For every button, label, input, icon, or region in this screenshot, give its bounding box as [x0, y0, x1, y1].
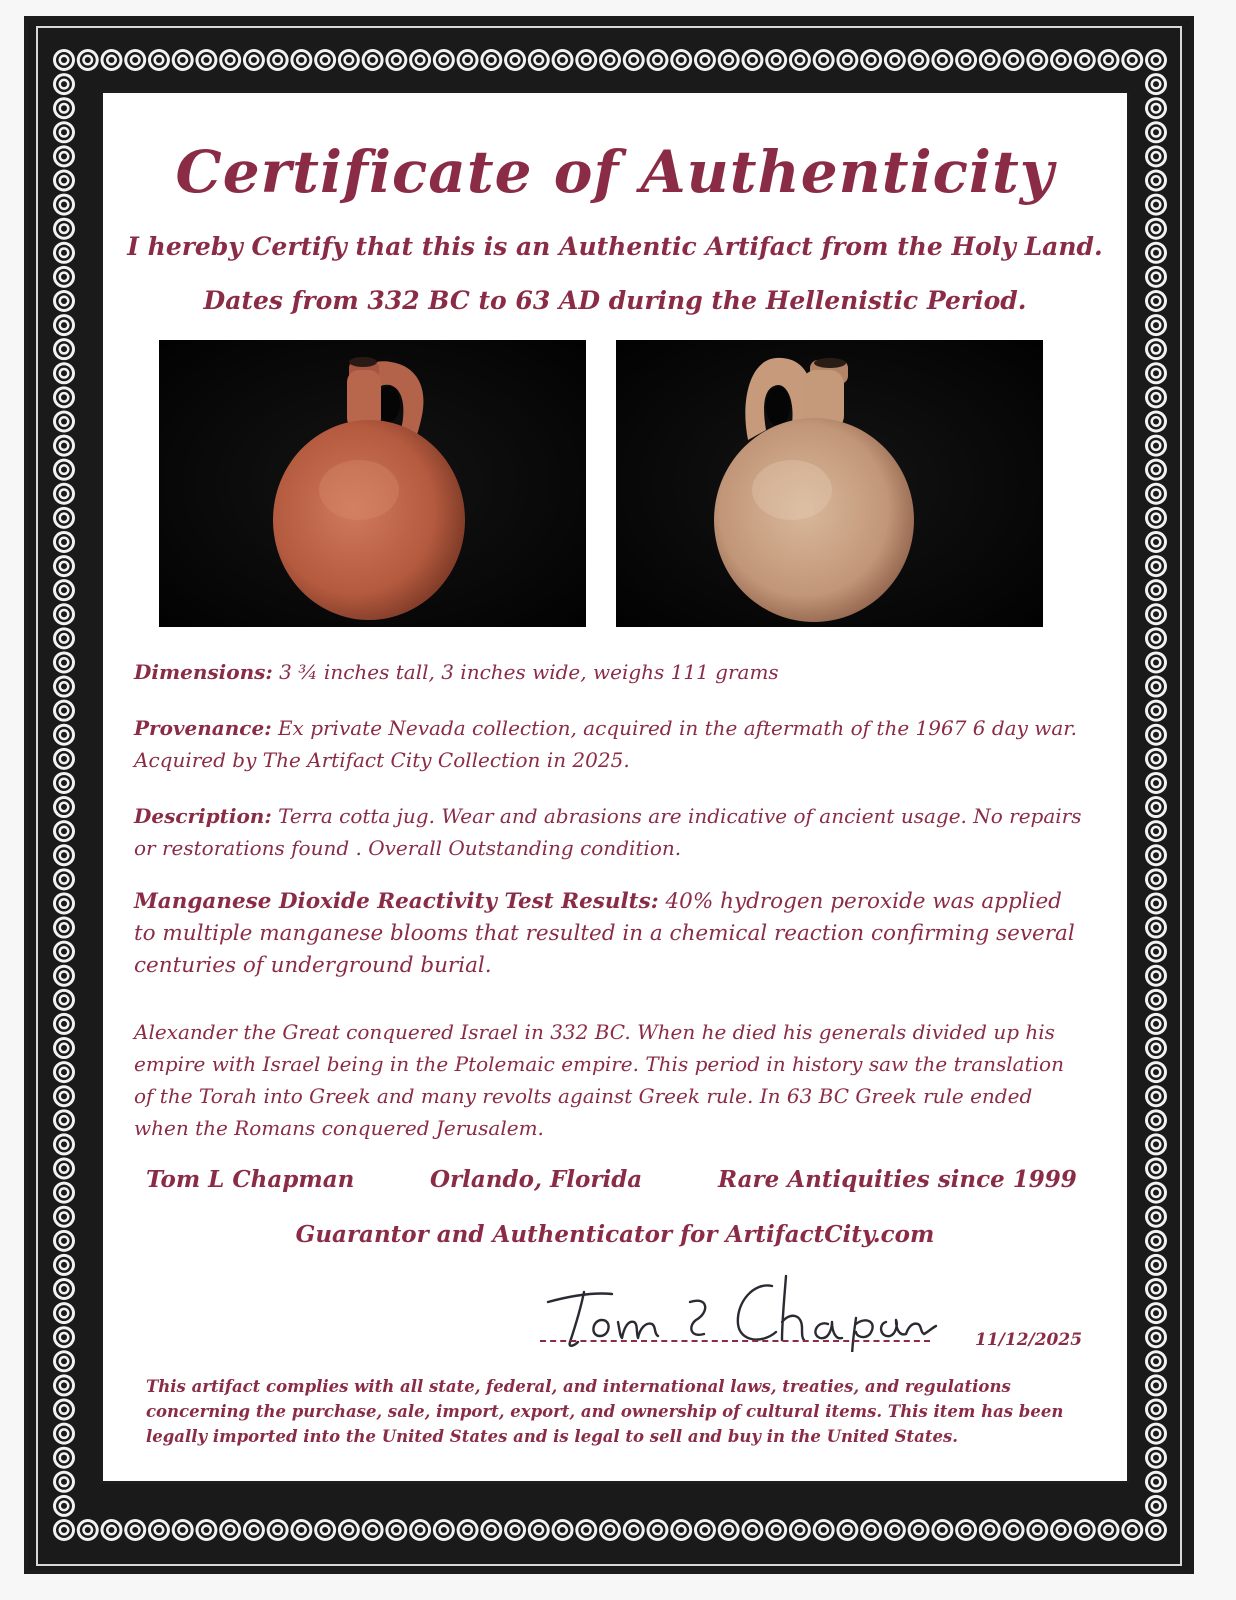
signer-tagline: Rare Antiquities since 1999 [718, 1166, 1077, 1193]
signature-date: 11/12/2025 [975, 1330, 1083, 1350]
history-paragraph: Alexander the Great conquered Israel in 332 BC. When he died his generals divided up his empire with Israel being in the Ptolemaic empire. This period in history saw the translation of the Torah into Greek and many revolts against Greek rule. In 63 BC Greek rule ended when the Romans conquered Jerusalem. [134, 1020, 1064, 1140]
compliance-statement: This artifact complies with all state, federal, and international laws, treaties, and regulations concerning the purchase, sale, import, export, and ownership of cultural items. This item has been legally imported into the United States and is legal to sell and buy in the United States. [146, 1377, 1064, 1446]
dimensions-label: Dimensions: [134, 660, 273, 684]
certification-statement: I hereby Certify that this is an Authentic Artifact from the Holy Land. [127, 232, 1103, 261]
artifact-photo-back [616, 340, 1043, 627]
provenance-paragraph [134, 712, 1084, 776]
manganese-test-paragraph [134, 886, 1084, 982]
description-paragraph [134, 800, 1084, 864]
signer-name: Tom L Chapman [146, 1166, 355, 1193]
handwritten-signature [540, 1262, 940, 1352]
manganese-test-value: 40% hydrogen peroxide was applied to multiple manganese blooms that resulted in a chemical reaction confirming several centuries of underground burial. [134, 889, 1075, 978]
artifact-photo-front [159, 340, 586, 627]
signature-line [540, 1340, 930, 1342]
dimensions-paragraph [134, 656, 1084, 688]
description-label: Description: [134, 804, 272, 828]
dimensions-value: 3 ¾ inches tall, 3 inches wide, weighs 111 grams [272, 660, 779, 684]
date-range-statement: Dates from 332 BC to 63 AD during the Hellenistic Period. [203, 286, 1027, 315]
description-value: Terra cotta jug. Wear and abrasions are indicative of ancient usage. No repairs or restorations found . Overall Outstanding condition. [134, 804, 1082, 860]
guarantor-line: Guarantor and Authenticator for ArtifactCity.com [295, 1221, 935, 1248]
provenance-value: Ex private Nevada collection, acquired in the aftermath of the 1967 6 day war. Acquired by The Artifact City Collection in 2025. [134, 716, 1078, 772]
provenance-label: Provenance: [134, 716, 272, 740]
certificate-title: Certificate of Authenticity [175, 138, 1055, 206]
manganese-test-label: Manganese Dioxide Reactivity Test Results: [134, 889, 659, 914]
signer-info-row [140, 1166, 1090, 1200]
signer-location: Orlando, Florida [430, 1166, 643, 1193]
